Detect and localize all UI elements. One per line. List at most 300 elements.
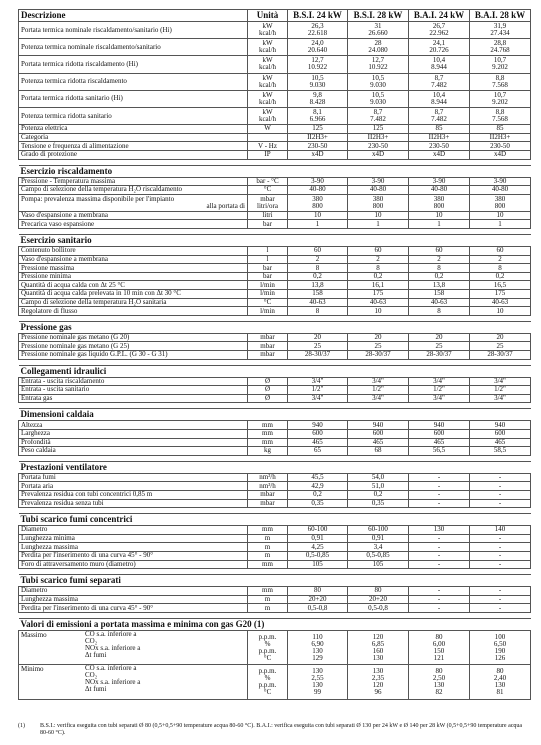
value-line: 2 [376, 255, 380, 263]
row-description [19, 107, 248, 124]
value-line: 8,7 [434, 108, 444, 117]
table-row [19, 473, 531, 482]
value-line: 85 [435, 124, 443, 133]
technical-data-table [18, 9, 531, 700]
row-description [19, 307, 248, 316]
description-line: Entrata gas [21, 394, 53, 403]
unit-line: bar [263, 219, 272, 228]
value-cell [409, 22, 470, 39]
description-line: Regolatore di flusso [21, 306, 78, 315]
value-line: 7.482 [431, 80, 447, 89]
value-line: 13,8 [311, 280, 324, 289]
value-cell [409, 351, 470, 360]
value-cell [348, 421, 409, 430]
table-row [19, 307, 531, 316]
unit-line: kcal/h [258, 63, 277, 72]
description-line: Diametro [21, 525, 48, 534]
value-line: 60 [314, 246, 321, 255]
value-line: 65 [314, 446, 321, 455]
value-line: 8.428 [309, 97, 326, 106]
value-cell [288, 490, 348, 499]
unit-line: mm [262, 429, 273, 438]
value-line: 1/2" [311, 385, 324, 394]
table-row [19, 281, 531, 290]
value-cell [288, 56, 348, 73]
section-title: Prestazioni ventilatore [19, 461, 531, 473]
footnote [18, 723, 530, 737]
value-cell [348, 543, 409, 552]
description-line: Lunghezza massima [21, 595, 78, 603]
value-cell [348, 534, 409, 543]
unit-line: V - Hz [258, 141, 277, 150]
value-cell [470, 587, 531, 596]
description-line: Potenza termica nominale riscaldamento/sanitario [21, 42, 161, 51]
value-cell [409, 211, 470, 220]
value-line: - [437, 551, 441, 560]
value-line: 9.030 [309, 80, 326, 89]
description-line: Portata termica ridotta riscaldamento (Hi) [21, 59, 139, 68]
emission-sub-line: CO₂ [85, 636, 98, 645]
row-unit [248, 386, 288, 395]
value-cell [409, 307, 470, 316]
value-line: 129 [312, 653, 323, 662]
row-description [19, 290, 248, 299]
value-line: II2H3+ [367, 133, 389, 142]
value-line: 40-63 [309, 298, 326, 306]
row-unit [248, 482, 288, 491]
value-cell [470, 220, 531, 229]
value-line: 0,5-0,85 [366, 551, 390, 560]
value-line: 130 [312, 666, 323, 675]
value-line: 120 [372, 680, 384, 689]
value-cell [288, 499, 348, 508]
value-cell [348, 526, 409, 535]
value-line: 0,91 [311, 534, 324, 543]
value-cell [470, 473, 531, 482]
row-description [19, 264, 248, 273]
row-unit [248, 142, 288, 151]
value-line: 230-50 [307, 141, 328, 150]
header-bai-28: B.A.I. 28 kW [470, 10, 531, 22]
value-line: - [437, 481, 441, 490]
value-line: 60-100 [307, 525, 328, 534]
value-cell [288, 377, 348, 386]
value-cell [288, 551, 348, 560]
value-line: 6,90 [311, 639, 324, 648]
value-cell [470, 543, 531, 552]
value-cell [409, 333, 470, 342]
value-line: 0,5-0,8 [368, 603, 388, 612]
value-cell [470, 394, 531, 403]
row-description [19, 247, 248, 256]
value-line: 125 [312, 124, 323, 133]
row-unit [248, 22, 288, 39]
value-cell [348, 90, 409, 107]
value-line: 465 [312, 438, 323, 446]
value-cell [409, 490, 470, 499]
unit-line: kcal/h [258, 97, 277, 106]
value-cell [348, 377, 409, 386]
value-cell [288, 247, 348, 256]
description-line: Prevalenza residua senza tubi [21, 499, 104, 507]
section-heading-row [19, 365, 531, 377]
value-cell [409, 499, 470, 508]
unit-line: kW [262, 90, 273, 99]
value-line: 110 [312, 632, 323, 641]
value-cell [470, 429, 531, 438]
value-cell [470, 142, 531, 151]
emission-label: Massimo [21, 630, 47, 639]
value-line: 27.434 [490, 29, 510, 38]
description-line: Potenza termica ridotta riscaldamento [21, 77, 127, 86]
row-unit [248, 526, 288, 535]
value-line: 10 [496, 211, 504, 220]
value-cell [348, 281, 409, 290]
value-line: 31 [374, 22, 382, 31]
footnote-marker: (1) [18, 723, 25, 729]
section-title: Dimensioni caldaia [19, 409, 531, 421]
value-line: 600 [494, 429, 506, 438]
value-cell [470, 194, 531, 211]
value-cell [470, 272, 531, 281]
value-line: 40-80 [491, 185, 509, 194]
header-row [19, 10, 531, 22]
table-row [19, 543, 531, 552]
value-line: 80 [496, 666, 504, 675]
value-line: 130 [312, 646, 323, 655]
section-title: Collegamenti idraulici [19, 365, 531, 377]
value-line: 8 [376, 263, 380, 272]
row-description [19, 186, 248, 195]
value-line: - [437, 595, 441, 603]
value-line: 0,35 [371, 499, 385, 507]
row-unit [248, 133, 288, 142]
value-line: 230-50 [490, 141, 510, 150]
value-cell [470, 133, 531, 142]
value-cell [348, 429, 409, 438]
value-cell [470, 342, 531, 351]
table-row [19, 490, 531, 499]
value-cell [470, 39, 531, 56]
value-cell [470, 255, 531, 264]
emission-description [19, 665, 248, 699]
value-line: 175 [494, 289, 506, 298]
value-line: 10,4 [432, 56, 446, 65]
value-line: 230-50 [368, 141, 388, 150]
table-row [19, 264, 531, 273]
emission-value-cell [470, 630, 531, 664]
row-unit [248, 290, 288, 299]
value-cell [409, 194, 470, 211]
row-description [19, 142, 248, 151]
value-line: 2 [315, 255, 320, 263]
row-unit [248, 307, 288, 316]
description-line: Pompa: prevalenza massima disponibile per l'impianto [21, 194, 175, 203]
value-cell [288, 351, 348, 360]
value-line: 9,8 [313, 90, 322, 99]
value-line: 3/4" [494, 377, 506, 385]
value-cell [348, 39, 409, 56]
value-line: 25 [314, 341, 321, 350]
value-line: 800 [494, 201, 506, 210]
value-line: 158 [312, 289, 323, 298]
row-unit [248, 264, 288, 273]
row-unit [248, 39, 288, 56]
section-title: Tubi scarico fumi concentrici [19, 514, 531, 526]
value-line: 60 [435, 246, 443, 255]
value-cell [288, 177, 348, 186]
value-cell [288, 342, 348, 351]
row-description [19, 447, 248, 456]
description-line: Pressione - Temperatura massima [21, 177, 116, 185]
row-description [19, 333, 248, 342]
value-line: - [498, 542, 502, 551]
value-cell [348, 247, 409, 256]
value-line: 24.768 [490, 46, 510, 55]
value-cell [348, 194, 409, 211]
value-line: 3/4" [433, 377, 445, 385]
value-cell [288, 73, 348, 90]
value-line: 0,2 [313, 272, 322, 281]
row-description [19, 133, 248, 142]
emission-unit [248, 630, 288, 664]
unit-line: l/min [260, 280, 275, 289]
value-cell [348, 107, 409, 124]
description-line: Larghezza [21, 429, 51, 438]
unit-line: kW [262, 39, 273, 48]
row-description [19, 499, 248, 508]
value-line: - [498, 481, 502, 490]
value-line: 25 [435, 341, 443, 350]
value-cell [288, 90, 348, 107]
value-cell [470, 499, 531, 508]
value-line: 130 [312, 680, 323, 689]
unit-line: kW [262, 22, 273, 31]
value-line: 56,5 [432, 446, 446, 455]
section-heading-row [19, 618, 531, 630]
table-row [19, 255, 531, 264]
value-line: 105 [372, 560, 384, 568]
value-line: 8 [315, 263, 320, 272]
row-description [19, 526, 248, 535]
row-description [19, 438, 248, 447]
value-line: 7.568 [492, 115, 508, 124]
value-cell [348, 342, 409, 351]
value-cell [348, 186, 409, 195]
value-cell [288, 290, 348, 299]
value-cell [470, 377, 531, 386]
value-line: 1 [498, 219, 502, 228]
unit-line: kW [262, 56, 273, 65]
value-line: 1/2" [494, 385, 506, 394]
unit-line: mm [262, 438, 273, 446]
value-cell [288, 142, 348, 151]
value-line: 2,50 [432, 673, 446, 682]
value-line: II2H3+ [307, 133, 328, 142]
row-description [19, 73, 248, 90]
table-row [19, 39, 531, 56]
value-line: - [498, 490, 502, 499]
row-unit [248, 150, 288, 159]
value-line: - [498, 551, 502, 560]
value-cell [470, 90, 531, 107]
row-unit [248, 177, 288, 186]
section-heading-row [19, 321, 531, 333]
section-title: Valori di emissioni a portata massima e minima con gas G20 (1) [19, 618, 531, 630]
row-description [19, 386, 248, 395]
value-line: 8 [437, 263, 441, 272]
value-cell [288, 534, 348, 543]
row-unit [248, 107, 288, 124]
description-line: Perdita per l'inserimento di una curva 45° - 90° [21, 603, 154, 612]
row-unit [248, 429, 288, 438]
description-line: Entrata - uscita riscaldamento [21, 377, 105, 385]
emission-value-cell [470, 665, 531, 699]
value-line: 940 [372, 420, 384, 429]
value-line: 80 [435, 632, 443, 641]
value-line: 9.030 [370, 97, 386, 106]
value-cell [348, 394, 409, 403]
row-description [19, 125, 248, 134]
value-cell [470, 595, 531, 604]
row-description [19, 177, 248, 186]
value-cell [409, 150, 470, 159]
value-line: 60 [374, 246, 382, 255]
value-line: 160 [372, 646, 384, 655]
unit-line: litri [262, 211, 273, 220]
value-cell [348, 150, 409, 159]
value-line: 3/4" [494, 394, 506, 403]
value-cell [470, 125, 531, 134]
value-line: 3/4" [311, 394, 324, 403]
value-line: 8,7 [434, 73, 444, 82]
unit-line: p.p.m. [258, 666, 277, 675]
value-cell [288, 298, 348, 307]
row-unit [248, 281, 288, 290]
row-description [19, 604, 248, 613]
value-line: 10 [374, 306, 382, 315]
description-line: Vaso d'espansione a membrana [21, 255, 108, 263]
description-line: Precarica vaso espansione [21, 219, 95, 228]
value-line: 10,7 [493, 56, 507, 65]
value-line: 24,1 [432, 39, 446, 48]
value-cell [470, 526, 531, 535]
value-cell [348, 473, 409, 482]
row-unit [248, 438, 288, 447]
description-line: Perdita per l'inserimento di una curva 45° - 90° [21, 551, 154, 560]
table-row [19, 220, 531, 229]
value-line: 2,55 [311, 673, 324, 682]
value-line: 10,7 [493, 90, 507, 99]
value-line: 45,5 [311, 473, 324, 482]
row-description [19, 211, 248, 220]
section-heading-row [19, 575, 531, 587]
value-line: 16,5 [493, 280, 507, 289]
value-cell [348, 298, 409, 307]
value-cell [470, 298, 531, 307]
row-description [19, 394, 248, 403]
value-line: 10,5 [371, 90, 385, 99]
table-row [19, 421, 531, 430]
description-line: Quantità di acqua calda prelevata in 10 min con Δt 30 °C [21, 289, 181, 298]
row-description [19, 281, 248, 290]
value-cell [348, 587, 409, 596]
value-line: 16,1 [371, 280, 385, 289]
value-cell [288, 211, 348, 220]
value-line: 26.660 [368, 29, 388, 38]
section-heading-row [19, 165, 531, 177]
row-description [19, 194, 248, 211]
value-cell [409, 298, 470, 307]
description-line: Peso caldaia [21, 446, 56, 455]
table-row [19, 604, 531, 613]
row-unit [248, 272, 288, 281]
value-cell [288, 587, 348, 596]
description-line: Campo di selezione della temperatura H₂O sanitaria [21, 298, 167, 306]
value-line: 24,0 [311, 39, 324, 48]
value-cell [470, 447, 531, 456]
emission-sub-line: CO s.a. inferiore a [85, 630, 137, 638]
description-line: Foro di attraversamento muro (diametro) [21, 560, 136, 568]
description-line: Pressione nominale gas metano (G 20) [21, 333, 130, 342]
value-cell [409, 272, 470, 281]
value-cell [288, 272, 348, 281]
value-line: - [498, 603, 502, 612]
row-description [19, 490, 248, 499]
emission-sub-line: Δt fumi [85, 685, 107, 694]
row-unit [248, 247, 288, 256]
table-row [19, 107, 531, 124]
value-line: x4D [493, 150, 507, 159]
value-line: 0,5-0,8 [307, 603, 328, 612]
value-cell [288, 394, 348, 403]
table-row [19, 194, 531, 211]
table-row [19, 73, 531, 90]
value-cell [348, 351, 409, 360]
value-line: 20 [374, 333, 382, 342]
value-cell [348, 264, 409, 273]
value-cell [409, 90, 470, 107]
value-cell [348, 490, 409, 499]
table-row [19, 150, 531, 159]
row-unit [248, 421, 288, 430]
unit-line: °C [263, 298, 272, 306]
value-line: - [498, 595, 502, 603]
value-line: 380 [494, 194, 506, 203]
row-unit [248, 255, 288, 264]
description-line: Tensione e frequenza di alimentazione [21, 141, 129, 150]
value-line: 600 [372, 429, 384, 438]
value-cell [470, 186, 531, 195]
value-cell [348, 386, 409, 395]
value-line: 10.922 [368, 63, 388, 72]
value-cell [470, 490, 531, 499]
unit-line: % [264, 639, 271, 648]
value-cell [470, 290, 531, 299]
value-cell [348, 333, 409, 342]
description-line: Potenza termica ridotta sanitario [21, 111, 112, 120]
emission-value-cell [288, 665, 348, 699]
value-line: 0,2 [434, 272, 444, 281]
value-cell [348, 307, 409, 316]
value-line: 26,7 [432, 22, 446, 31]
description-line: Portata aria [21, 481, 54, 490]
value-line: 0,2 [373, 490, 383, 499]
unit-line: kcal/h [258, 115, 277, 124]
value-line: 51,0 [371, 481, 385, 490]
table-row [19, 56, 531, 73]
table-row [19, 560, 531, 569]
